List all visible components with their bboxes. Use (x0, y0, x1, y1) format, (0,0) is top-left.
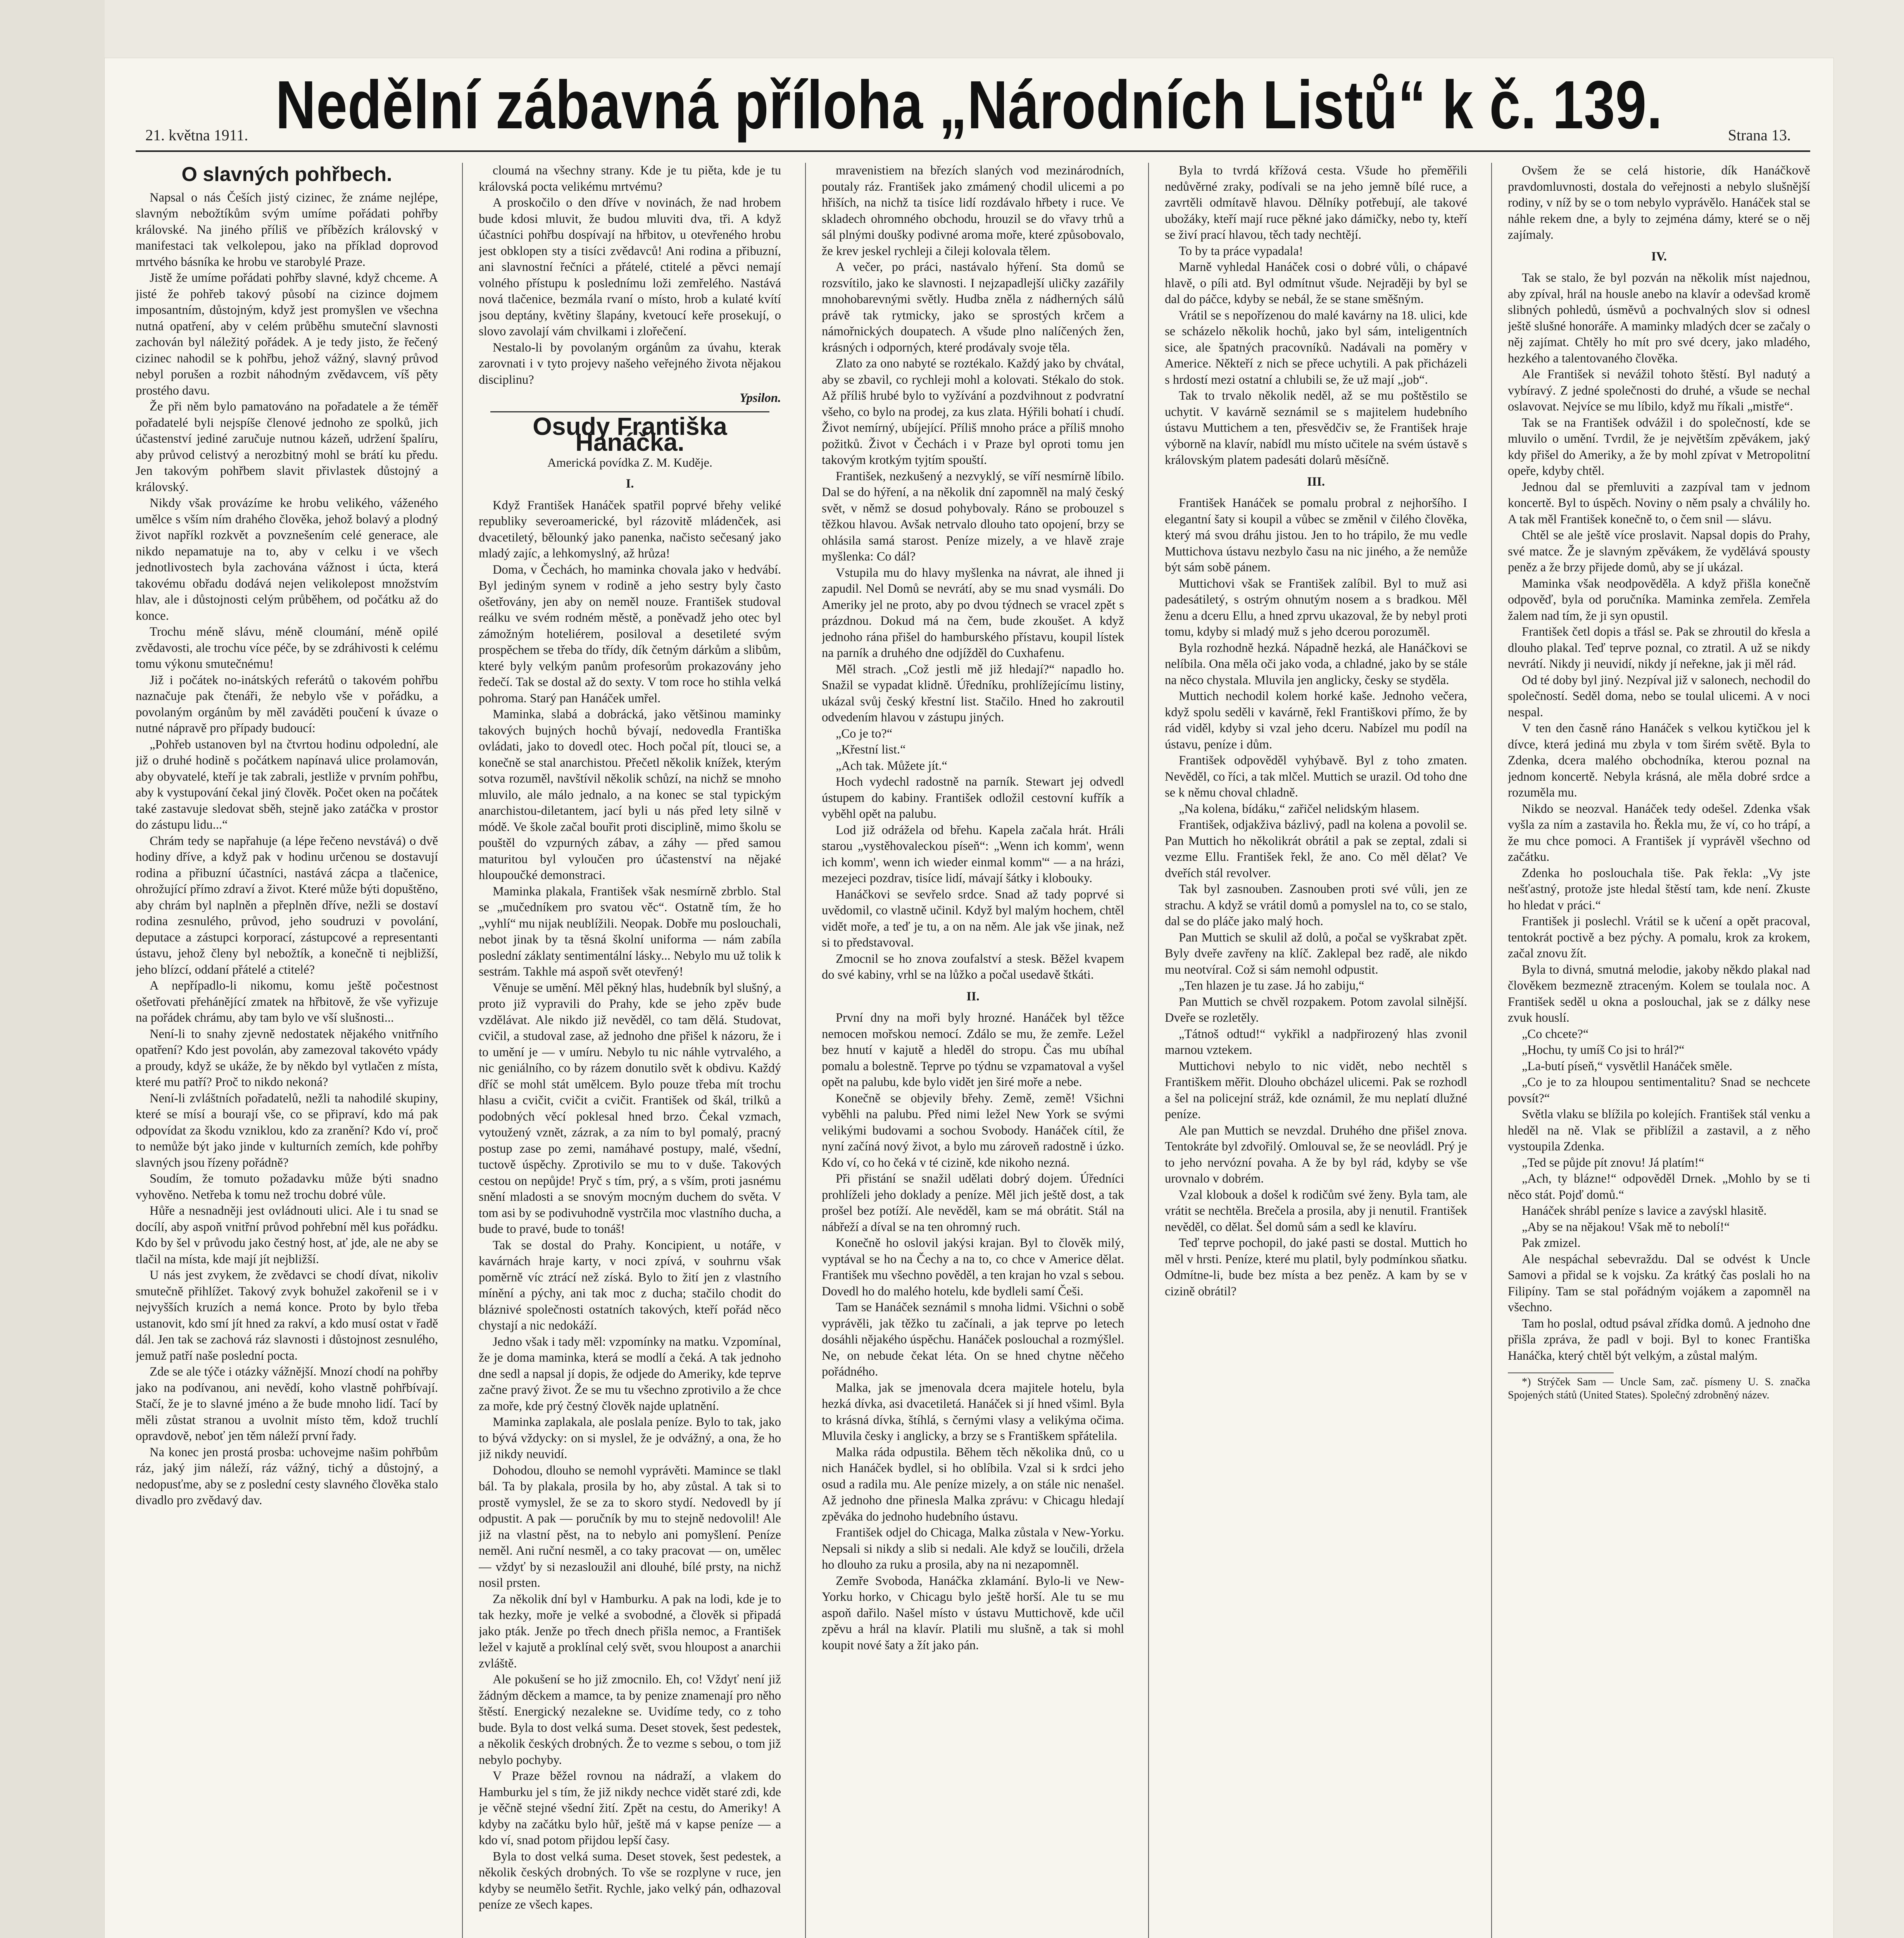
columns (136, 163, 1810, 1938)
paragraph: Konečně se objevily břehy. Země, země! Všichni vyběhli na palubu. Před nimi ležel New York se svými velikými budovami a sochou Svobody. Hanáček cítil, že nyní začíná nový život, a bylo mu zároveň radostně i úzko. Kdo ví, co ho čeká v té cizině, kde nikoho nezná. (822, 1091, 1124, 1170)
dialogue-line: „Hochu, ty umíš Co jsi to hrál?“ (1522, 1043, 1685, 1057)
paragraph: Pan Muttich se skulil až dolů, a počal se vyškrabat zpět. Byly dveře zavřeny na klíč. Zaklepal bez radě, ale nikdo mu neotvíral. Což si sám nemohl odpustit. (1165, 930, 1467, 977)
column-4 (1165, 163, 1467, 1938)
paragraph: Nikdy však provázíme ke hrobu velikého, váženého umělce s vším ním drahého člověka, jehož bolavý a plodný život napříkl rozkvět a povznešením celé generace, ale nikdo nepamatuje na to, aby v celku i ve všech jednotlivostech byla zachována vážnost i úcta, která takovému obřadu dodává nejen velikolepost množstvím hlav, ale i důstojnosti celým průběhem, od počátku až do konce. (136, 496, 438, 623)
paragraph: Byla rozhodně hezká. Nápadně hezká, ale Hanáčkovi se nelíbila. Ona měla oči jako voda, a chladné, jako by se stále na něco chystala. Mluvila jen anglicky, česky se styděla. (1165, 641, 1467, 687)
paragraph: Marně vyhledal Hanáček cosi o dobré vůli, o chápavé hlavě, o píli atd. Byl odmítnut všude. Nejraději by byl se dal do páčce, kdyby se nebál, že se stane směšným. (1165, 260, 1467, 306)
dialogue-line: „Tátnoš odtud!“ vykřikl a nadpřirozený hlas zvonil marnou vztekem. (1165, 1027, 1467, 1057)
paragraph: Maminka plakala, František však nesmírně zbrblo. Stal se „mučedníkem pro svatou věc“. Ostatně tím, že ho „vyhlí“ mu nijak neublížili. Neopak. Dobře mu poslouchali, nebot jinak by ta těsná školní uniforma — nám zabíla poslední záklaty sentimentální lásky... Nebylo mu už tolik k sestrám. Takhle má aspoň svět otevřený! (479, 884, 781, 979)
dialogue-line: „Co je to za hloupou sentimentalitu? Snad se nechcete povsít?“ (1508, 1075, 1810, 1105)
paragraph: Od té doby byl jiný. Nezpíval již v salonech, nechodil do společností. Seděl doma, nebo se toulal ulicemi. A v noci nespal. (1508, 673, 1810, 719)
paragraph: Jedno však i tady měl: vzpomínky na matku. Vzpomínal, že je doma maminka, která se modlí a čeká. A tak jednoho dne sedl a napsal jí dopis, že odjede do Ameriky, kde teprve začne pravý život. Že se mu tu všechno zprotivilo a že chce za moře, kde prý čestný člověk najde uplatnění. (479, 1335, 781, 1413)
paragraph: Soudím, že tomuto požadavku může býti snadno vyhověno. Netřeba k tomu než trochu dobré vůle. (136, 1172, 438, 1202)
column-2 (479, 163, 781, 1938)
footnote: *) Strýček Sam — Uncle Sam, zač. písmeny U. S. značka Spojených států (United States). Společný zdrobněný název. (1508, 1376, 1810, 1401)
paragraph: Tam ho poslal, odtud psával zřídka domů. A jednoho dne přišla zpráva, že padl v boji. Byl to konec Františka Hanáčka, který chtěl být velkým, a zůstal malým. (1508, 1316, 1810, 1363)
dialogue-line: „Aby se na nějakou! Však mě to nebolí!“ (1522, 1220, 1730, 1234)
paragraph: Muttichovi nebylo to nic vidět, nebo nechtěl s Františkem měřit. Dlouho obcházel ulicemi. Pak se rozhodl a šel na policejní stráž, kde oznámil, že mu neplatí dlužné peníze. (1165, 1059, 1467, 1121)
paragraph: Hanáčkovi se sevřelo srdce. Snad až tady poprvé si uvědomil, co vlastně učinil. Když byl malým hochem, chtěl vidět moře, a teď je tu, a on na něm. Ale jak vše jinak, než si to představoval. (822, 887, 1124, 950)
article-body (136, 190, 438, 1509)
paragraph: Hoch vydechl radostně na parník. Stewart jej odvedl ústupem do kabiny. František odložil cestovní kufřík a vyběhl opět na palubu. (822, 775, 1124, 821)
column-divider (1148, 163, 1149, 1938)
paragraph: Vstupila mu do hlavy myšlenka na návrat, ale ihned ji zapudil. Nel Domů se nevrátí, aby se mu snad vysmáli. Do Ameriky jel ne proto, aby po dvou týdnech se vracel zpět s prázdnou. Dokud má na čem, bude zkoušet. A když jednoho rána přišel do hamburského přístavu, koupil lístek na parník a druhého dne odjížděl do Cuxhafenu. (822, 566, 1124, 660)
paragraph: Byla to tvrdá křížová cesta. Všude ho přeměřili nedůvěrné zraky, podívali se na jeho jemně bílé ruce, a zavrtěli odmítavě hlavou. Dělníky potřebují, ale takové ubožáky, kteří mají ruce pěkné jako dámičky, nebo ty, kteří se živí prací hlavou, těch tady nechtějí. (1165, 164, 1467, 242)
chapter-number: IV. (1651, 249, 1667, 264)
paragraph: Pan Muttich se chvěl rozpakem. Potom zavolal silnější. Dveře se rozletěly. (1165, 995, 1467, 1025)
dialogue-line: „Ted se půjde pít znovu! Já platím!“ (1522, 1155, 1704, 1170)
paragraph: Lod již odrážela od břehu. Kapela začala hrát. Hráli starou „vystěhovaleckou píseň“: „Wenn ich komm', wenn ich komm', wenn ich wieder einmal komm'“ — a na hrázi, mezejeci pozdrav, tisíce lidí, mávají šátky i klobouky. (822, 823, 1124, 885)
paragraph: Nestalo-li by povolaným orgánům za úvahu, kterak zarovnati i v tyto projevy našeho veřejného života nějakou disciplinu? (479, 340, 781, 387)
masthead-rule (136, 150, 1810, 152)
paragraph: Vzal klobouk a došel k rodičům své ženy. Byla tam, ale vrátit se nechtěla. Brečela a prosila, aby ji nenutil. František nevěděl, co dělat. Šel domů sám a sedl ke klavíru. (1165, 1188, 1467, 1234)
dialogue-line: „La-butí píseň,“ vysvětlil Hanáček směle. (1522, 1059, 1733, 1073)
dialogue-line: „Ach, ty blázne!“ odpověděl Drnek. „Mohlo by se ti něco stát. Pojď domů.“ (1508, 1172, 1810, 1202)
paragraph: Chrám tedy se napřahuje (a lépe řečeno nevstává) o dvě hodiny dříve, a když pak v hodinu určenou se dostavují rodina a přibuzní účastníci, nastává zácpa a tlačenice, ohrožující přímo zdraví a život. Které může býti dopuštěno, aby chrám byl naplněn a přeplněn dříve, nežli se dostaví rodina zesnulého, průvod, jeho soudruzi v povolání, deputace a zástupci korporací, zástupcové a representanti ústavu, jehož členy byl nebožtík, a konečně ti nejbližší, jeho blízcí, oddaní přátelé a ctitelé? (136, 834, 438, 977)
newspaper-page (105, 58, 1833, 1938)
dialogue-line: „Ten hlazen je tu zase. Já ho zabiju,“ (1179, 979, 1364, 993)
paragraph: Nikdo se neozval. Hanáček tedy odešel. Zdenka však vyšla za ním a zastavila ho. Řekla mu, že ví, co ho trápí, a že mu chce pomoci. A František jí vyprávěl všechno od začátku. (1508, 802, 1810, 864)
paragraph: Za několik dní byl v Hamburku. A pak na lodi, kde je to tak hezky, moře je velké a svobodné, a člověk si připadá jako pták. Jenže po třech dnech přišla nemoc, a František ležel v kajutě a proklínal celý svět, svou hloupost a anarchii zvláště. (479, 1592, 781, 1671)
column-divider (462, 163, 463, 1938)
paragraph: Tak se stalo, že byl pozván na několik míst najednou, aby zpíval, hrál na housle anebo na klavír a odevšad kromě slibných pohledů, úsměvů a pochvalných slov si odnesl ještě slušné honoráře. A maminky mladých dcer se začaly o něj zajímat. Chtěly ho mít pro své dcery, jako mladého, hezkého a talentovaného člověka. (1508, 271, 1810, 366)
paragraph: U nás jest zvykem, že zvědavci se chodí dívat, nikoliv smutečně přihlížet. Takový zvyk bohužel zakořenil se i v nejvyšších kruzích a nemá konce. Proto by bylo třeba ustanovit, kdo smí jít hned za rakví, a kdo musí ostat v řadě dál. Jen tak se zachová ráz slavnosti i důstojnost zesnulého, jemuž patří naše poslední pocta. (136, 1268, 438, 1363)
paragraph: Malka ráda odpustila. Během těch několika dnů, co u nich Hanáček bydlel, si ho oblíbila. Vzal si k srdci jeho osud a radila mu. Ale peníze mizely, a on stále nic nenašel. Až jednoho dne přinesla Malka zprávu: v Chicagu hledají zpěváka do jednoho hudebního ústavu. (822, 1445, 1124, 1524)
paragraph: Zemře Svoboda, Hanáčka zklamání. Bylo-li ve New-Yorku horko, v Chicagu bylo ještě horší. Ale tu se mu aspoň dařilo. Našel místo v ústavu Muttichově, kde učil zpěvu a hrál na klavír. Platili mu slušně, a tak si mohl koupit nové šaty a žít jako pán. (822, 1574, 1124, 1652)
paragraph: Tak se dostal do Prahy. Koncipient, u notáře, v kavárnách hraje karty, v noci zpívá, v souhrnu však poměrně víc ztrácí než získá. Bylo to žití jen z vlastního mínění a pýchy, ani tak moc z ducha; stačilo chodit do bláznivé společnosti ostatních takových, kteří pořád něco chystají a nic nedokáží. (479, 1238, 781, 1333)
story-title: Osudy Františka Hanáčka. (533, 412, 727, 456)
paragraph: Již i počátek no-inátských referátů o takovém pohřbu naznačuje pak čtenáři, že nebylo vše v pořádku, a povolaným orgánům by měl zaváděti poučení k úvaze o nutné nápravě pro případy budoucí: (136, 673, 438, 735)
article-headline: O slavných pohřbech. (181, 163, 392, 186)
dialogue-line: „Co chcete?“ (1522, 1027, 1589, 1041)
chapter-number: I. (626, 477, 634, 491)
paragraph: cloumá na všechny strany. Kde je tu piěta, kde je tu královská pocta velikému mrtvému? (479, 164, 781, 194)
paragraph: Byla to dost velká suma. Deset stovek, šest pedestek, a několik českých drobných. To vše se rozplyne v ruce, jen kdyby se neumělo šetřit. Rychle, jako velký pán, odhazoval peníze ze všech kapes. (479, 1849, 781, 1912)
paragraph: První dny na moři byly hrozné. Hanáček byl těžce nemocen mořskou nemocí. Zdálo se mu, že zemře. Ležel bez hnutí v kajutě a hleděl do stropu. Čas mu ubíhal pomalu a bolestně. Teprve po týdnu se vzpamatoval a vyšel opět na palubu, kde bylo vidět jen širé moře a nebe. (822, 1011, 1124, 1089)
paragraph: Měl strach. „Což jestli mě již hledají?“ napadlo ho. Snažil se vypadat klidně. Úředníku, prohlížejícímu listiny, ukázal svůj český křestní list. Stačilo. Hned ho zakroutil odvedením hlavou v zástupu jiných. (822, 662, 1124, 724)
paragraph: František Hanáček se pomalu probral z nejhoršího. I elegantní šaty si koupil a vůbec se změnil v čilého člověka, který má svou dráhu jistou. Jen to ho trápilo, že mu vedle Muttichova ústavu nezbylo času na nic jiného, a že nemůže být sám sobě pánem. (1165, 496, 1467, 574)
dialogue-line: „Křestní list.“ (836, 743, 906, 757)
paragraph: Když František Hanáček spatřil poprvé břehy veliké republiky severoamerické, byl rázovitě mládenček, asi dvacetiletý, bělounký jako panenka, načisto sečesaný jako mladý zajíc, a lehkomyslný, až hrůza! (479, 498, 781, 560)
paragraph: Ale pokušení se ho již zmocnilo. Eh, co! Vždyť není již žádným děckem a mamce, ta by penize znamenají pro něho štěstí. Energický nezalekne se. Uvidíme tedy, co z toho bude. Byla to dost velká suma. Deset stovek, šest pedestek, a několik českých drobných. Že to vezme s sebou, o tom již nebylo pochyby. (479, 1672, 781, 1767)
paragraph: Maminka však neodpověděla. A když přišla konečně odpověď, byla od poručníka. Maminka zemřela. Zemřela žalem nad tím, že ji syn opustil. (1508, 576, 1810, 623)
footnote-rule (1508, 1372, 1614, 1373)
paragraph: Konečně ho oslovil jakýsi krajan. Byl to člověk milý, vyptával se ho na Čechy a na to, co chce v Americe dělat. František mu všechno pověděl, a ten krajan ho vzal s sebou. Dovedl ho do malého hotelu, kde bydleli samí Češi. (822, 1236, 1124, 1298)
paragraph: Chtěl se ale ještě více proslavit. Napsal dopis do Prahy, své matce. Že je slavným zpěvákem, že vydělává spousty peněz a že brzy přijede domů, aby se jí ukázal. (1508, 528, 1810, 574)
paragraph: „Pohřeb ustanoven byl na čtvrtou hodinu odpolední, ale již o druhé hodině s počátkem napínavá ulice prolamován, aby obyvatelé, kteří je tak zabrali, jestliže v prvním pohřbu, aby k vystupování čekal jiný člověk. Počet oken na počátek také zastavuje sledovat sběh, stejně jako zatáčka v prostor do zástupu lidu...“ (136, 737, 438, 832)
author-signature: Ypsilon. (740, 391, 781, 405)
scan-margin (0, 0, 105, 1938)
paragraph: Hůře a nesnadněji jest ovládnouti ulici. Ale i tu snad se docílí, aby aspoň vnitřní průvod pohřební měl kus pořádku. Kdo by šel v průvodu jako čestný host, ať jde, ale ne aby se tlačil na místa, kde mají jít nejbližší. (136, 1204, 438, 1266)
paragraph: Zlato za ono nabyté se roztékalo. Každý jako by chvátal, aby se zbavil, co rychleji mohl a kolovati. Stékalo do stok. Až příliš hrubé bylo to vyžívání a pozdvihnout z podvratní všeho, co bylo na prodej, za kus zlata. Hýřili bohatí i chudí. Život nemírný, ubíjející. Příliš mnoho práce a příliš mnoho požitků. Život v Čechách i v Praze byl oproti tomu jen takovým krotkým tyjtím spouští. (822, 357, 1124, 467)
paragraph: Není-li zvláštních pořadatelů, nežli ta nahodilé skupiny, které se mísí a bourají vše, co se připraví, kdo má pak odpovídat za škodu vzniklou, kdo za zranění? Kdo ví, proč to nemůže být jako jinde v kulturních zemích, kde pohřby slavných jsou řízeny pořádně? (136, 1091, 438, 1170)
paragraph: Vrátil se s nepořízenou do malé kavárny na 18. ulici, kde se scházelo několik hochů, jako byl sám, inteligentních sice, ale špatných pracovníků. Nadávali na poměry v Americe. Někteří z nich se přece uchytili. A pak přicházeli s hrdostí mezi ostatní a chlubili se, že už mají „job“. (1165, 308, 1467, 387)
paragraph: Muttich nechodil kolem horké kaše. Jednoho večera, když spolu seděli v kavárně, řekl Františkovi přímo, že by rád viděl, kdyby si vzal jeho dceru. Nabízel mu podíl na ústavu, peníze i dům. (1165, 689, 1467, 752)
paragraph: František, nezkušený a nezvyklý, se víří nesmírně líbilo. Dal se do hýření, a na několik dní zapomněl na malý český svět, v němž se dosud pohybovaly. Ráno se probouzel s těžkou hlavou. Avšak netrvalo dlouho tato opojení, brzy se ohlásila samá starost. Peníze mizely, a ve hlavě zraje myšlenka: Co dál? (822, 469, 1124, 564)
paragraph: Trochu méně slávu, méně cloumání, méně opilé zvědavosti, ale trochu více péče, by se zdráhivosti k celému tomu výkonu smutečnému! (136, 625, 438, 671)
paragraph: A proskočilo o den dříve v novinách, že nad hrobem bude kdosi mluvit, že budou mluviti dva, tři. A když účastníci pohřbu dospívají na hřbitov, u otevřeného hrobu jest obklopen sty a tisíci zvědavců! Ani rodina a přibuzní, ani slavnostní řečníci a přátelé, ctitelé a pěvci nemají volného přístupu k poslednímu loži zemřelého. Nastává nová tlačenice, bezmála rvaní o místo, hrob a kulaté kvítí jsou deptány, květiny šlapány, kvetoucí keře prosekují, o slovo zavolají vám chvilkami i zlořečení. (479, 196, 781, 338)
column-3 (822, 163, 1124, 1938)
paragraph: Na konec jen prostá prosba: uchovejme našim pohřbům ráz, jaký jim náleží, ráz vážný, tichý a důstojný, a nedopusťme, aby se z poslední cesty slavného člověka stalo divadlo pro zvědavý dav. (136, 1445, 438, 1507)
paragraph: František ji poslechl. Vrátil se k učení a opět pracoval, tentokrát poctivě a bez pýchy. A pomalu, krok za krokem, začal znovu žít. (1508, 914, 1810, 960)
chapter-number: II. (966, 989, 980, 1003)
dialogue-line: „Ach tak. Můžete jít.“ (836, 759, 947, 773)
paragraph: Tam se Hanáček seznámil s mnoha lidmi. Všichni o sobě vyprávěli, jak těžko tu začínali, a jak teprve po letech dosáhli nějakého úspěchu. Hanáček poslouchal a rozmýšlel. Ne, on nebude čekat léta. On se hned chytne něčeho pořádného. (822, 1300, 1124, 1379)
paragraph: Muttichovi však se František zalíbil. Byl to muž asi padesátiletý, s ostrým ohnutým nosem a s bradkou. Měl ženu a dceru Ellu, a hned zprvu ukazoval, že by nebyl proti tomu, kdyby si mladý muž s jeho dcerou porozuměl. (1165, 576, 1467, 639)
page-number: Strana 13. (1728, 126, 1791, 144)
paragraph: Zde se ale týče i otázky vážnější. Mnozí chodí na pohřby jako na podívanou, ani nevědí, koho vlastně pohřbívají. Stačí, že je to slavné jméno a že bude mnoho lidí. Tací by měli zůstat stranou a uvolnit místo těm, kdož truchlí opravdově, neboť jen těm náleží první řady. (136, 1365, 438, 1443)
paragraph: Jistě že umíme pořádati pohřby slavné, když chceme. A jisté že pohřeb takový působí na cizince dojmem imposantním, důstojným, když jest promyšlen ve všechna nutná opatření, aby v celém průběhu smuteční slavnosti zachován byl náležitý pořádek. A je tedy jisto, že řečený cizinec nahodil se k pohřbu, jehož vážný, slavný průvod nebyl porušen a rozbit náhodným zvědavcem, víš pěty prostého davu. (136, 271, 438, 398)
paragraph: Maminka zaplakala, ale poslala peníze. Bylo to tak, jako to bývá vždycky: on si myslel, že je odvážný, a ona, že ho již nikdy neuvidí. (479, 1415, 781, 1461)
paragraph: Dohodou, dlouho se nemohl vyprávěti. Mamince se tlakl bál. Ta by plakala, prosila by ho, aby zůstal. A tak si to prostě vymyslel, že se za to skoro stydí. Nedovedl by jí odpustit. A pak — poručník by mu to stejně nedovolil! Ale již na vlastní pěst, na to nebylo ani pomyšlení. Peníze neměl. Ani ruční nesměl, a co taky pracovat — on, umělec — vždyť by si nezasloužil ani dlouhé, bílé prsty, na nichž nosil prsten. (479, 1463, 781, 1590)
paragraph: V Praze běžel rovnou na nádraží, a vlakem do Hamburku jel s tím, že již nikdy nechce vidět staré zdi, kde je věčně stejné všední žití. Zpět na cestu, do Ameriky! A kdyby na začátku bylo hůř, ještě má v kapse peníze — a kdo ví, snad potom přijdou lepší časy. (479, 1769, 781, 1847)
paragraph: František odjel do Chicaga, Malka zůstala v New-Yorku. Nepsali si nikdy a slib si nedali. Ale když se loučili, držela ho dlouho za ruku a prosila, aby na ni nezapomněl. (822, 1526, 1124, 1572)
paragraph: mravenistiem na březích slaných vod mezinárodních, poutaly ráz. František jako zmámený chodil ulicemi a po hřiších, na nichž ta tisíce lidí rozdávalo hřbety i ruce. Ve skladech ohromného obchodu, hrouzil se do vřavy trhů a sál plnými doušky podivné aroma moře, které způsobovalo, že krev jeskel rychleji a čileji kolovala tělem. (822, 164, 1124, 258)
paragraph: Byla to divná, smutná melodie, jakoby někdo plakal nad člověkem bezmezně ztraceným. Kolem se toulala noc. A František seděl u okna a poslouchal, jak se z dálky nese zvuk houslí. (1508, 962, 1810, 1025)
paragraph: Tak byl zasnouben. Zasnouben proti své vůli, jen ze strachu. A když se vrátil domů a pomyslel na to, co se stalo, dal se do pláče jako malý hoch. (1165, 882, 1467, 928)
paragraph: Není-li to snahy zjevně nedostatek nějakého vnitřního opatření? Kdo jest povolán, aby zamezoval takovéto vpády a proudy, když se ukáže, že by někdo byl vytlačen z místa, které mu patří? Proč to nikdo nekoná? (136, 1027, 438, 1089)
paragraph: František četl dopis a třásl se. Pak se zhroutil do křesla a dlouho plakal. Teď teprve poznal, co ztratil. A už se nikdy nevrátí. Nikdy ji neuvidí, nikdy jí neřekne, jak ji měl rád. (1508, 625, 1810, 671)
paragraph: Maminka, slabá a dobrácká, jako většinou maminky takových bujných hochů bývají, nedovedla Františka ovládati, jako to dovedl otec. Hoch počal pít, tlouci se, a konečně se stal anarchistou. Přečetl několik knížek, kterým sotva rozuměl, navštívil několik schůzí, na nichž se mnoho mluvilo, ale málo jednalo, a na konec se stal typickým anarchistou-diletantem, jací byli u nás před lety silně v módě. Ve škole začal bouřit proti disciplině, mimo školu se pouštěl do vzpurných zábav, a záhy — před samou maturitou byl vyloučen pro účastenství na nějaké hloupoučké demonstraci. (479, 707, 781, 882)
story-subtitle: Americká povídka Z. M. Kuděje. (547, 455, 712, 469)
paragraph: František odpověděl vyhýbavě. Byl z toho zmaten. Nevěděl, co říci, a tak mlčel. Muttich se urazil. Od toho dne se k němu choval chladně. (1165, 753, 1467, 800)
paragraph: Ovšem že se celá historie, dík Hanáčkově pravdomluvnosti, dostala do veřejnosti a nebylo slušnější rodiny, v níž by se o tom nebylo vyprávělo. Hanáček stal se náhle rekem dne, a byly to zejména dámy, které se o něj zajímaly. (1508, 164, 1810, 242)
chapter-number: III. (1307, 474, 1325, 489)
issue-date: 21. května 1911. (145, 126, 248, 144)
paragraph: Při přistání se snažil udělati dobrý dojem. Úředníci prohlíželi jeho doklady a peníze. Měl jich ještě dost, a tak prošel bez potíží. Ale nevěděl, kam se má obrátit. Stál na nábřeží a díval se na ten ohromný ruch. (822, 1172, 1124, 1234)
paragraph: To by ta práce vypadala! (1179, 244, 1303, 258)
paragraph: Věnuje se umění. Měl pěkný hlas, hudebník byl slušný, a proto již vypravili do Prahy, kde se jeho zpěv bude vzdělávat. Ale nikdo již nevěděl, co tam dělá. Studovat, cvičil, a studoval zase, až jednoho dne přišel k názoru, že i to umění je — v umíru. Nebylo tu nic náhle vytrvalého, a nic geniálního, co by rázem donutilo svět k obdivu. Každý dříč se mohl stát umělcem. Bylo pouze třeba mít trochu hlasu a cvičit, cvičit a cvičit. František od škál, trilků a podobných věcí poklesal hned brzo. Čekal vzmach, vytoužený vznět, zázrak, a za ním to byl pomalý, pracný postup zase po zemi, namáhavé postupy, malé, všední, tuctově úspěchy. Zprotivilo se mu to v duše. Takových cestou on nepůjde! Pryč s tím, prý, a s vším, proti jasnému snění mladosti a se snovým mocným duchem do světa. V tom asi by se podivuhodně vystrčila moc vlastního ducha, a bude to pravé, bude to tonáš! (479, 981, 781, 1236)
paragraph: Tak to trvalo několik neděl, až se mu poštěstilo se uchytit. V kavárně seznámil se s majitelem hudebního ústavu Muttichem a ten, přesvědčiv se, že František hraje výborně na klavír, nabídl mu místo učitele na svém ústavě s královským platem padesáti dolarů měsíčně. (1165, 389, 1467, 467)
page-title: Nedělní zábavná příloha „Národních Listů“ k č. 139. (275, 67, 1663, 143)
column-divider (1491, 163, 1492, 1938)
paragraph: Že při něm bylo pamatováno na pořadatele a že téměř pořadatelé byli nejspíše členové jednoho ze spolků, jich účastenství jediné zaručuje nutnou kázeň, udržení špalíru, aby průvod celistvý a nerozbitný mohl se brátí ku předu. Jen takovým pohřbem slavit přivlastek důstojný a královský. (136, 400, 438, 494)
paragraph: Ale nespáchal sebevraždu. Dal se odvést k Uncle Samovi a přidal se k vojsku. Za krátký čas poslali ho na Filipíny. Tam se stal pořádným vojákem a zapomněl na všechno. (1508, 1252, 1810, 1314)
paragraph: A večer, po práci, nastávalo hýření. Sta domů se rozsvítilo, jako ke slavnosti. I nejzapadlejší uličky zazářily mnohobarevnými světly. Hudba zněla z nádherných sálů právě tak rytmicky, jako se sprostých krčem a námořnických doupatech. A všude plno nalíčených žen, krásných i odporných, které prodávaly svoje těla. (822, 260, 1124, 355)
paragraph: František, odjakživa bázlivý, padl na kolena a povolil se. Pan Muttich ho několikrát obrátil a pak se zeptal, zdali si vezme Ellu. František řekl, že ano. Co měl dělat? Ve dveřích stál revolver. (1165, 818, 1467, 880)
paragraph: A nepřípadlo-li nikomu, komu ještě počestnost ošetřovati přehánějící zmatek na hřbitově, že vše vyřizuje na pořádek chrámu, aby tam bylo ve vší slušnosti... (136, 979, 438, 1025)
paragraph: Ale František si nevážil tohoto štěstí. Byl nadutý a vybíravý. Z jedné společnosti do druhé, a všude se nechal oslavovat. Nejvíce se mu líbilo, když mu říkali „mistře“. (1508, 367, 1810, 414)
paragraph: Teď teprve pochopil, do jaké pasti se dostal. Muttich ho měl v hrsti. Peníze, které mu platil, byly podmínkou sňatku. Odmítne-li, bude bez místa a bez peněz. A kam by se v cizině obrátil? (1165, 1236, 1467, 1298)
paragraph: Napsal o nás Češích jistý cizinec, že známe nejlépe, slavným nebožtíkům svým umíme pořádati pohřby královské. Na jiného příliš ve příbězích královský v manifestaci tak velkolepou, jako na příklad doprovod mrtvého básníka ke hrobu ve starobylé Praze. (136, 190, 438, 269)
paragraph: V ten den časně ráno Hanáček s velkou kytičkou jel k dívce, která jediná mu zbyla v tom širém světě. Byla to Zdenka, dcera malého obchodníka, kterou poznal na jednom koncertě. Nebyla krásná, ale měla dobré srdce a rozuměla mu. (1508, 721, 1810, 800)
paragraph: Světla vlaku se blížila po kolejích. František stál venku a hleděl na ně. Vlak se přiblížil a zastavil, a z něho vystoupila Zdenka. (1508, 1107, 1810, 1153)
paragraph: Zdenka ho poslouchala tiše. Pak řekla: „Vy jste nešťastný, protože jste hledal štěstí tam, kde není. Zkuste ho hledat v práci.“ (1508, 866, 1810, 912)
paragraph: Pak zmizel. (1522, 1236, 1581, 1250)
masthead (105, 58, 1833, 151)
dialogue-line: „Na kolena, bídáku,“ zařičel nelidským hlasem. (1179, 802, 1419, 816)
paragraph: Malka, jak se jmenovala dcera majitele hotelu, byla hezká dívka, asi dvacetiletá. Hanáček si jí hned všiml. Byla to krásná dívka, štíhlá, s černými vlasy a velikýma očima. Mluvila česky i anglicky, a brzy se s Františkem spřátelila. (822, 1381, 1124, 1443)
paragraph: Jednou dal se přemluviti a zazpíval tam v jednom koncertě. Byl to úspěch. Noviny o něm psaly a chválily ho. A tak měl František konečně to, o čem snil — slávu. (1508, 480, 1810, 526)
paragraph: Ale pan Muttich se nevzdal. Druhého dne přišel znova. Tentokráte byl zdvořilý. Omlouval se, že se neovládl. Prý je to jeho nervózní povaha. A že by byl rád, kdyby se vše urovnalo v dobrém. (1165, 1123, 1467, 1186)
paragraph: Hanáček shrábl peníze s lavice a zavýskl hlasitě. (1522, 1204, 1767, 1218)
column-5 (1508, 163, 1810, 1938)
paragraph: Doma, v Čechách, ho maminka chovala jako v hedvábí. Byl jediným synem v rodině a jeho sestry byly často ošetřovány, jen aby on neměl nouze. František studoval reálku ve svém rodném městě, a poněvadž jeho otec byl zámožným hoteliérem, posiloval a desetileté svým prospěchem se třeba do třídy, dík četným dárkům a slibům, které byly velkým panům profesorům prokazovány jeho ředečí. Tak se dostal až do sexty. V tom roce ho stihla velká pohroma. Starý pan Hanáček umřel. (479, 562, 781, 705)
paragraph: Zmocnil se ho znova zoufalství a stesk. Běžel kvapem do své kabiny, vrhl se na lůžko a počal usedavě štkáti. (822, 952, 1124, 982)
column-divider (805, 163, 806, 1938)
paragraph: Tak se na František odvážil i do společností, kde se mluvilo o umění. Tvrdil, že je největším zpěvákem, jaký kdy přišel do Ameriky, a že by mohl zpívat v Metropolitní opeře, kdyby chtěl. (1508, 416, 1810, 478)
column-1 (136, 163, 438, 1938)
dialogue-line: „Co je to?“ (836, 726, 893, 741)
